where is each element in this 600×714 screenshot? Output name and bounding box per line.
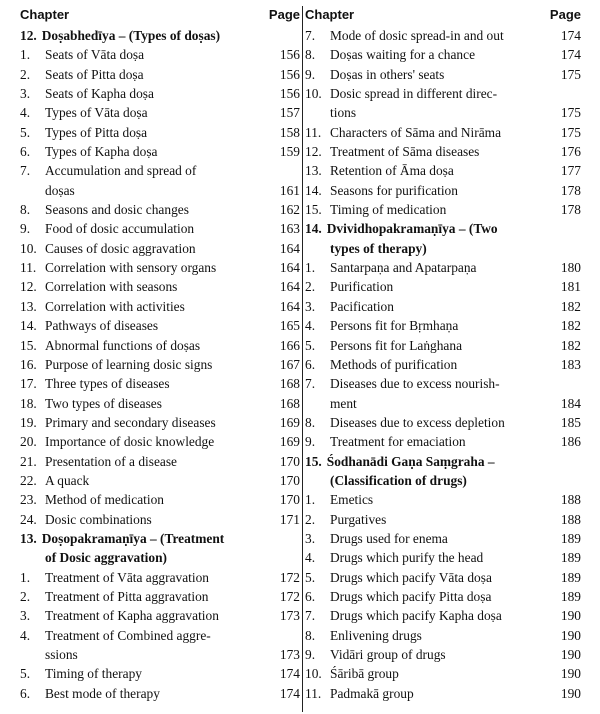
page-number: 165: [279, 318, 300, 334]
section-heading: [305, 239, 581, 258]
toc-entry: [20, 587, 300, 606]
entry-number: 18.: [20, 395, 37, 411]
page-number: 175: [560, 66, 581, 82]
entry-title: Two types of diseases: [45, 395, 162, 411]
entry-title: types of therapy): [330, 240, 427, 256]
toc-entry: [20, 355, 300, 374]
entry-number: 14.: [305, 221, 322, 237]
entry-title: Treatment for emaciation: [330, 434, 466, 450]
toc-entry-continuation: [305, 394, 581, 413]
entry-title: ment: [330, 395, 357, 411]
entry-title: Purgatives: [330, 511, 387, 527]
entry-number: 5.: [20, 666, 31, 682]
toc-entry: [20, 626, 300, 645]
page-number: 178: [560, 182, 581, 198]
entry-number: 4.: [305, 318, 316, 334]
page-number: [549, 219, 581, 238]
entry-number: 2.: [305, 279, 316, 295]
entry-title: Diseases due to excess depletion: [330, 414, 505, 430]
entry-number: 8.: [305, 47, 316, 63]
page-number: 174: [560, 28, 581, 43]
toc-entry-continuation: [305, 103, 581, 122]
page-number: 156: [279, 86, 300, 102]
toc-entry: [20, 200, 300, 219]
page-number: 169: [279, 434, 300, 450]
page-number: 159: [279, 144, 300, 160]
toc-entry: [20, 684, 300, 703]
page-number: 190: [560, 666, 581, 682]
entry-title: Emetics: [330, 492, 374, 508]
entry-number: 10.: [20, 240, 37, 256]
entry-title: Śodhanādi Gaṇa Saṃgraha –: [326, 453, 495, 469]
page-number: 190: [560, 627, 581, 643]
page-number: [549, 452, 581, 471]
entry-title: (Classification of drugs): [330, 472, 467, 488]
entry-title: Best mode of therapy: [45, 685, 160, 701]
entry-number: 14.: [305, 182, 322, 198]
entry-title: Correlation with activities: [45, 298, 185, 314]
entry-title: Method of medication: [45, 492, 164, 508]
page-number: 175: [560, 105, 581, 121]
toc-entry: [20, 103, 300, 122]
entry-number: 24.: [20, 511, 37, 527]
page-number: [549, 239, 581, 258]
entry-title: Doṣas waiting for a chance: [330, 47, 476, 63]
entry-title: Treatment of Combined aggre-: [45, 627, 211, 643]
toc-entry: [305, 142, 581, 161]
entry-number: 13.: [305, 163, 322, 179]
page-number: 164: [279, 260, 300, 276]
entry-title: Enlivening drugs: [330, 627, 422, 643]
entry-number: 3.: [305, 530, 316, 546]
toc-entry: [20, 219, 300, 238]
section-heading: [20, 529, 300, 548]
entry-number: 9.: [305, 434, 316, 450]
entry-title: Doṣabhedīya – (Types of doṣas): [41, 28, 221, 43]
toc-entry: [20, 258, 300, 277]
right-toc-list: [305, 26, 581, 703]
entry-title: Correlation with seasons: [45, 279, 178, 295]
entry-title: Pacification: [330, 298, 394, 314]
entry-title: Causes of dosic aggravation: [45, 240, 196, 256]
toc-entry: [305, 277, 581, 296]
toc-entry: [305, 123, 581, 142]
entry-title: A quack: [45, 472, 90, 488]
page-heading: Page: [268, 7, 300, 22]
page-number: 163: [279, 221, 300, 237]
toc-entry: [20, 510, 300, 529]
entry-title: Timing of therapy: [45, 666, 142, 682]
toc-entry: [305, 664, 581, 683]
page-number: 156: [279, 47, 300, 63]
toc-entry: [305, 510, 581, 529]
entry-title: Accumulation and spread of: [45, 163, 197, 179]
toc-entry: [305, 45, 581, 64]
toc-entry: [20, 142, 300, 161]
entry-number: 3.: [20, 608, 31, 624]
entry-number: 21.: [20, 453, 37, 469]
page-number: 177: [560, 163, 581, 179]
toc-entry: [305, 181, 581, 200]
toc-entry: [305, 65, 581, 84]
toc-entry: [20, 277, 300, 296]
toc-entry: [305, 606, 581, 625]
toc-entry-continuation: [20, 645, 300, 664]
chapter-heading: Chapter: [305, 7, 355, 22]
left-column: [20, 4, 300, 703]
page-number: 164: [279, 240, 300, 256]
page-number: 171: [279, 511, 300, 527]
page-number: 190: [560, 685, 581, 701]
left-column-header: [20, 4, 300, 26]
entry-number: 9.: [305, 66, 316, 82]
entry-title: Purpose of learning dosic signs: [45, 356, 213, 372]
toc-entry: [20, 413, 300, 432]
toc-entry: [305, 26, 581, 45]
entry-number: 23.: [20, 492, 37, 508]
entry-number: 22.: [20, 472, 37, 488]
page-number: 162: [279, 202, 300, 218]
entry-title: Methods of purification: [330, 356, 458, 372]
page-number: 164: [279, 279, 300, 295]
entry-title: doṣas: [45, 182, 75, 198]
entry-number: 4.: [20, 105, 31, 121]
entry-number: 1.: [20, 47, 31, 63]
toc-entry: [20, 45, 300, 64]
entry-title: Drugs which purify the head: [330, 550, 484, 566]
toc-entry: [20, 374, 300, 393]
entry-number: 10.: [305, 666, 322, 682]
entry-number: 8.: [305, 414, 316, 430]
entry-title: Santarpaṇa and Apatarpaṇa: [330, 260, 477, 276]
section-heading: [20, 548, 300, 567]
page-number: 181: [560, 279, 581, 295]
entry-number: 7.: [305, 376, 316, 392]
entry-title: Drugs which pacify Pitta doṣa: [330, 588, 492, 604]
entry-number: 1.: [305, 492, 316, 508]
page-number: 164: [279, 298, 300, 314]
page-number: 168: [279, 395, 300, 411]
page-number: [268, 626, 300, 645]
page-number: 189: [560, 530, 581, 546]
page-number: 175: [560, 124, 581, 140]
entry-number: 16.: [20, 356, 37, 372]
entry-title: of Dosic aggravation): [45, 550, 167, 566]
page-number: 158: [279, 124, 300, 140]
toc-entry: [20, 239, 300, 258]
entry-number: 9.: [305, 647, 316, 662]
page-number: [268, 548, 300, 567]
entry-number: 10.: [305, 86, 322, 102]
toc-entry: [305, 548, 581, 567]
entry-number: 6.: [305, 356, 316, 372]
page-number: 183: [560, 356, 581, 372]
page-number: [268, 161, 300, 180]
toc-entry: [305, 587, 581, 606]
toc-entry: [305, 336, 581, 355]
toc-entry: [305, 355, 581, 374]
page-heading: Page: [549, 7, 581, 22]
entry-number: 12.: [20, 28, 37, 43]
entry-number: 5.: [20, 124, 31, 140]
toc-entry: [20, 432, 300, 451]
page-number: [549, 471, 581, 490]
entry-title: Śāribā group: [330, 666, 399, 682]
page-number: 184: [560, 395, 581, 411]
page-number: 174: [279, 666, 300, 682]
entry-number: 8.: [20, 202, 31, 218]
toc-entry: [305, 432, 581, 451]
entry-title: Persons fit for Laṅghana: [330, 337, 463, 353]
toc-entry: [305, 161, 581, 180]
entry-title: Treatment of Kapha aggravation: [45, 608, 219, 624]
entry-number: 6.: [20, 685, 31, 701]
page-number: 156: [279, 66, 300, 82]
left-toc-list: [20, 26, 300, 703]
entry-number: 13.: [20, 298, 37, 314]
page-number: 173: [279, 608, 300, 624]
page-number: 185: [560, 414, 581, 430]
entry-number: 11.: [305, 124, 322, 140]
entry-number: 17.: [20, 376, 37, 392]
toc-entry-continuation: [20, 181, 300, 200]
toc-entry: [305, 297, 581, 316]
entry-title: Vidāri group of drugs: [330, 647, 446, 662]
entry-title: Types of Pitta doṣa: [45, 124, 148, 140]
toc-entry: [305, 626, 581, 645]
entry-number: 13.: [20, 530, 37, 546]
entry-title: Mode of dosic spread-in and out: [330, 28, 504, 43]
toc-entry: [305, 258, 581, 277]
entry-title: Abnormal functions of doṣas: [45, 337, 201, 353]
entry-title: Seasons for purification: [330, 182, 458, 198]
page-number: 182: [560, 318, 581, 334]
page-number: 161: [279, 182, 300, 198]
entry-title: Drugs used for enema: [330, 530, 448, 546]
entry-number: 12.: [20, 279, 37, 295]
column-divider: [302, 6, 303, 712]
entry-title: Dosic combinations: [45, 511, 152, 527]
page-number: 157: [279, 105, 300, 121]
toc-entry: [20, 606, 300, 625]
toc-entry: [305, 568, 581, 587]
chapter-heading: Chapter: [20, 7, 70, 22]
entry-number: 7.: [20, 163, 31, 179]
entry-number: 1.: [20, 569, 31, 585]
page-number: [549, 84, 581, 103]
toc-entry: [305, 529, 581, 548]
entry-title: Treatment of Pitta aggravation: [45, 588, 209, 604]
entry-title: Persons fit for Bṛmhaṇa: [330, 318, 459, 334]
toc-entry: [20, 161, 300, 180]
section-heading: [305, 219, 581, 238]
entry-number: 11.: [20, 260, 37, 276]
entry-number: 15.: [305, 202, 322, 218]
page-number: 168: [279, 376, 300, 392]
toc-entry: [20, 490, 300, 509]
page-number: 172: [279, 588, 300, 604]
entry-number: 1.: [305, 260, 316, 276]
entry-title: Seasons and dosic changes: [45, 202, 189, 218]
entry-number: 8.: [305, 627, 316, 643]
toc-entry: [305, 684, 581, 703]
toc-entry: [20, 568, 300, 587]
page-number: 189: [560, 588, 581, 604]
page-number: 173: [279, 647, 300, 662]
toc-entry: [20, 84, 300, 103]
entry-number: 2.: [20, 588, 31, 604]
toc-entry: [20, 316, 300, 335]
page-number: 178: [560, 202, 581, 218]
entry-number: 7.: [305, 608, 316, 624]
page-number: 169: [279, 414, 300, 430]
entry-number: 2.: [20, 66, 31, 82]
page-number: 182: [560, 337, 581, 353]
entry-title: Importance of dosic knowledge: [45, 434, 215, 450]
entry-title: Doṣas in others' seats: [330, 66, 445, 82]
entry-title: Drugs which pacify Kapha doṣa: [330, 608, 502, 624]
section-heading: [20, 26, 300, 45]
page-number: 180: [560, 260, 581, 276]
entry-number: 15.: [305, 453, 322, 469]
entry-title: Purification: [330, 279, 394, 295]
entry-number: 6.: [305, 588, 316, 604]
page-number: 176: [560, 144, 581, 160]
right-column: [305, 4, 581, 703]
page-number: 190: [560, 608, 581, 624]
entry-title: Pathways of diseases: [45, 318, 159, 334]
page-number: 174: [560, 47, 581, 63]
entry-title: Primary and secondary diseases: [45, 414, 216, 430]
entry-title: Seats of Kapha doṣa: [45, 86, 154, 102]
entry-number: 3.: [305, 298, 316, 314]
entry-number: 2.: [305, 511, 316, 527]
entry-number: 6.: [20, 144, 31, 160]
entry-number: 9.: [20, 221, 31, 237]
entry-title: Food of dosic accumulation: [45, 221, 195, 237]
page-number: 189: [560, 569, 581, 585]
entry-title: Treatment of Vāta aggravation: [45, 569, 209, 585]
entry-title: Seats of Pitta doṣa: [45, 66, 144, 82]
entry-title: Correlation with sensory organs: [45, 260, 217, 276]
toc-entry: [305, 316, 581, 335]
page-number: 172: [279, 569, 300, 585]
entry-number: 19.: [20, 414, 37, 430]
entry-title: Types of Kapha doṣa: [45, 144, 158, 160]
toc-entry: [20, 336, 300, 355]
entry-title: Presentation of a disease: [45, 453, 178, 469]
entry-title: Dvividhopakramaṇīya – (Two: [326, 221, 498, 237]
toc-entry: [20, 664, 300, 683]
toc-entry: [305, 84, 581, 103]
toc-entry: [20, 452, 300, 471]
toc-entry: [305, 413, 581, 432]
entry-number: 7.: [305, 28, 316, 43]
toc-entry: [305, 490, 581, 509]
entry-number: 11.: [305, 685, 322, 701]
entry-title: Three types of diseases: [45, 376, 170, 392]
entry-title: Dosic spread in different direc-: [330, 86, 498, 102]
section-heading: [305, 452, 581, 471]
page-number: 186: [560, 434, 581, 450]
entry-title: Padmakā group: [330, 685, 414, 701]
toc-entry: [20, 65, 300, 84]
entry-number: 4.: [20, 627, 31, 643]
entry-title: Characters of Sāma and Nirāma: [330, 124, 502, 140]
entry-title: Timing of medication: [330, 202, 447, 218]
entry-number: 5.: [305, 569, 316, 585]
page-number: 174: [279, 685, 300, 701]
entry-title: tions: [330, 105, 357, 121]
page-number: 188: [560, 511, 581, 527]
toc-entry: [20, 297, 300, 316]
page-number: 167: [279, 356, 300, 372]
toc-entry: [20, 471, 300, 490]
entry-title: Drugs which pacify Vāta doṣa: [330, 569, 492, 585]
page-number: [268, 529, 300, 548]
entry-title: Seats of Vāta doṣa: [45, 47, 145, 63]
page-number: [549, 374, 581, 393]
entry-title: ssions: [45, 647, 78, 662]
section-heading: [305, 471, 581, 490]
toc-entry: [20, 123, 300, 142]
toc-entry: [305, 374, 581, 393]
entry-number: 14.: [20, 318, 37, 334]
page-number: 189: [560, 550, 581, 566]
entry-number: 15.: [20, 337, 37, 353]
page-number: [268, 26, 300, 45]
entry-title: Diseases due to excess nourish-: [330, 376, 500, 392]
entry-title: Doṣopakramaṇīya – (Treatment: [41, 530, 225, 546]
page-number: 170: [279, 492, 300, 508]
page-number: 190: [560, 647, 581, 662]
toc-entry: [305, 200, 581, 219]
page-number: 170: [279, 453, 300, 469]
right-column-header: [305, 4, 581, 26]
entry-number: 12.: [305, 144, 322, 160]
entry-title: Types of Vāta doṣa: [45, 105, 148, 121]
page-number: 166: [279, 337, 300, 353]
entry-title: Treatment of Sāma diseases: [330, 144, 480, 160]
entry-title: Retention of Āma doṣa: [330, 163, 454, 179]
entry-number: 3.: [20, 86, 31, 102]
entry-number: 20.: [20, 434, 37, 450]
toc-entry: [20, 394, 300, 413]
toc-entry: [305, 645, 581, 664]
entry-number: 5.: [305, 337, 316, 353]
entry-number: 4.: [305, 550, 316, 566]
page-number: 182: [560, 298, 581, 314]
page-number: 170: [279, 472, 300, 488]
page-number: 188: [560, 492, 581, 508]
